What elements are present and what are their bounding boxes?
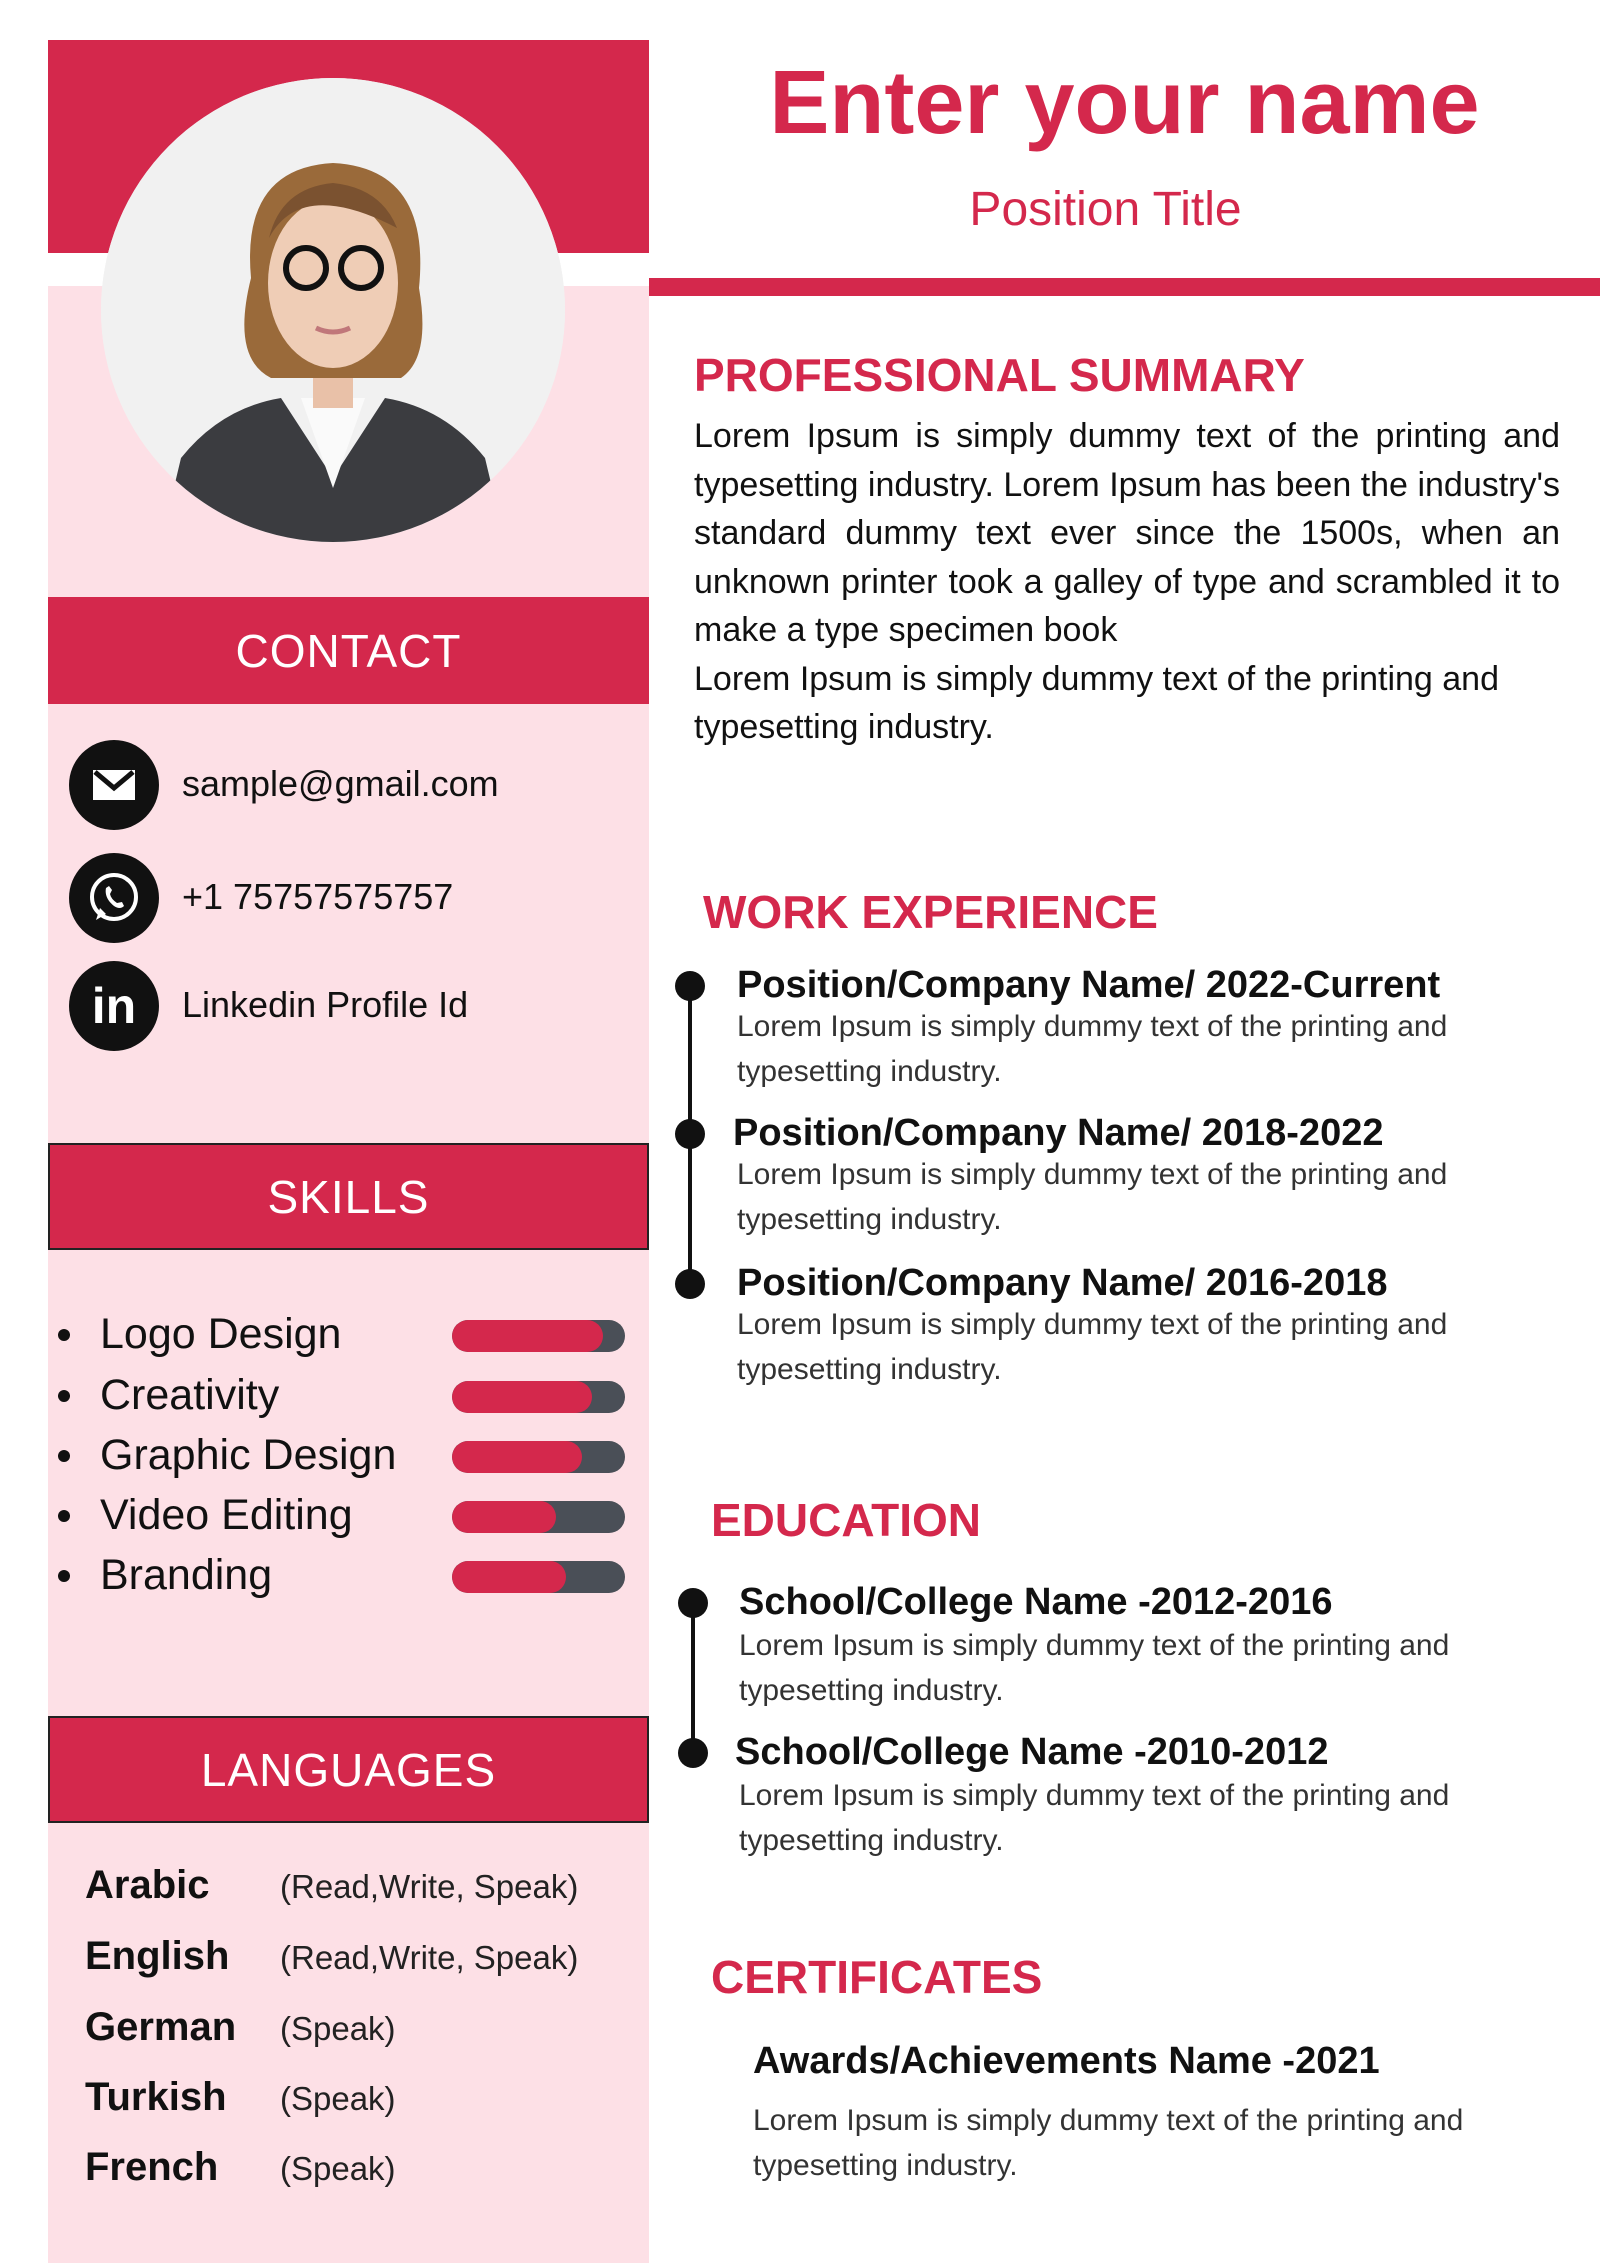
bullet-icon [58,1510,70,1522]
work-item-title: Position/Company Name/ 2018-2022 [733,1112,1384,1154]
skill-item [58,1431,396,1480]
timeline-dot-icon [678,1738,708,1768]
language-name: Arabic [85,1863,210,1907]
bullet-icon [58,1450,70,1462]
education-item-title: School/College Name -2012-2016 [739,1581,1333,1623]
language-name: German [85,2005,237,2049]
education-timeline-line [691,1603,695,1753]
summary-paragraph: Lorem Ipsum is simply dummy text of the printing and typesetting industry. Lorem Ipsum has been the industry's standard dummy text ever since the 1500s, when an unknown printer took a galley of type and scrambled it to make a type specimen book [694,417,1560,649]
timeline-dot-icon [675,971,705,1001]
contact-phone[interactable]: +1 75757575757 [182,876,454,917]
skill-level-bar [452,1501,625,1533]
skill-label: Creativity [100,1371,280,1419]
work-heading: WORK EXPERIENCE [703,886,1158,938]
whatsapp-icon [69,853,159,943]
skill-item [58,1551,272,1600]
language-detail: (Read,Write, Speak) [280,1868,579,1905]
education-heading: EDUCATION [711,1494,982,1546]
language-detail: (Speak) [280,2010,396,2047]
linkedin-icon: in [69,961,159,1051]
work-item-desc: Lorem Ipsum is simply dummy text of the printing and typesetting industry. [737,1308,1448,1386]
summary-heading: PROFESSIONAL SUMMARY [694,349,1305,401]
skill-level-bar [452,1561,625,1593]
timeline-dot-icon [678,1588,708,1618]
bullet-icon [58,1570,70,1582]
certificate-title: Awards/Achievements Name -2021 [753,2040,1380,2082]
candidate-name: Enter your name [769,53,1480,153]
education-item-desc: Lorem Ipsum is simply dummy text of the printing and typesetting industry. [739,1779,1450,1857]
work-item-desc: Lorem Ipsum is simply dummy text of the printing and typesetting industry. [737,1158,1448,1236]
skill-level-fill [452,1561,566,1593]
timeline-dot-icon [675,1269,705,1299]
header-divider [649,278,1600,296]
language-detail: (Read,Write, Speak) [280,1939,579,1976]
position-title: Position Title [969,183,1242,236]
contact-linkedin[interactable]: Linkedin Profile Id [182,984,469,1025]
skill-level-fill [452,1381,592,1413]
language-name: French [85,2145,219,2189]
skill-label: Graphic Design [100,1431,397,1479]
skill-item [58,1371,279,1420]
language-name: Turkish [85,2075,227,2119]
language-detail: (Speak) [280,2080,396,2117]
certificates-heading: CERTIFICATES [711,1951,1043,2003]
skill-label: Logo Design [100,1310,342,1358]
certificate-desc: Lorem Ipsum is simply dummy text of the printing and typesetting industry. [753,2104,1464,2182]
work-item-title: Position/Company Name/ 2022-Current [737,964,1441,1006]
skill-item [58,1491,353,1540]
skill-level-fill [452,1320,603,1352]
bullet-icon [58,1390,70,1402]
contact-heading: CONTACT [48,597,649,704]
profile-photo [101,78,565,542]
summary-text [694,412,1560,752]
timeline-dot-icon [675,1119,705,1149]
language-name: English [85,1934,230,1978]
work-item-title: Position/Company Name/ 2016-2018 [737,1262,1388,1304]
education-item-title: School/College Name -2010-2012 [735,1731,1329,1773]
contact-email[interactable]: sample@gmail.com [182,763,499,804]
language-detail: (Speak) [280,2150,396,2187]
languages-heading: LANGUAGES [48,1716,649,1823]
skills-heading: SKILLS [48,1143,649,1250]
bullet-icon [58,1329,70,1341]
skill-level-bar [452,1441,625,1473]
summary-paragraph: Lorem Ipsum is simply dummy text of the printing and typesetting industry. [694,659,1499,746]
skill-label: Branding [100,1551,273,1599]
skill-level-bar [452,1320,625,1352]
skill-item [58,1310,341,1359]
work-item-desc: Lorem Ipsum is simply dummy text of the printing and typesetting industry. [737,1010,1448,1088]
skill-level-fill [452,1501,556,1533]
email-icon [69,740,159,830]
skill-level-bar [452,1381,625,1413]
skill-label: Video Editing [100,1491,353,1539]
skill-level-fill [452,1441,582,1473]
education-item-desc: Lorem Ipsum is simply dummy text of the printing and typesetting industry. [739,1629,1450,1707]
